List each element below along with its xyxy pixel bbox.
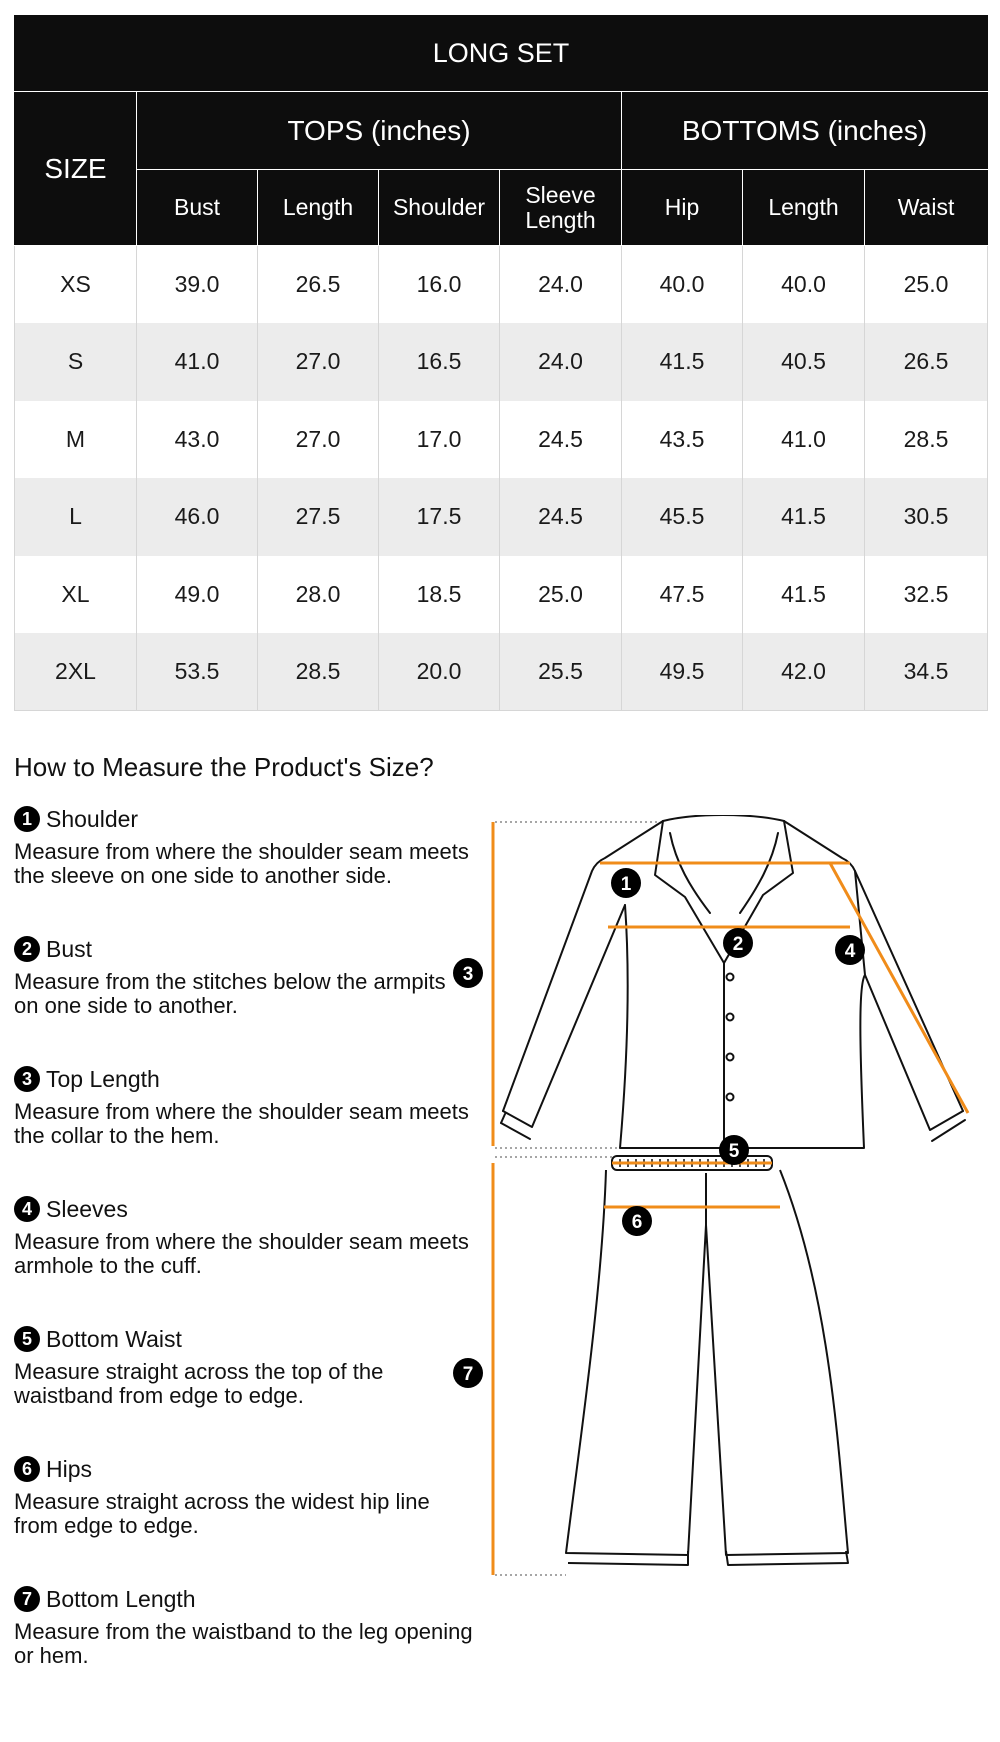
instruction-bottom-waist (14, 1325, 474, 1408)
measurement-cell: 16.5 (379, 323, 500, 401)
marker-2 (723, 928, 753, 958)
column-header: Bust (137, 170, 258, 246)
instruction-label: Bust (46, 935, 93, 962)
measurement-cell: 28.5 (258, 633, 379, 711)
measurement-cell: 18.5 (379, 556, 500, 634)
instruction-bottom-length (14, 1585, 474, 1668)
number-badge: 1 (14, 806, 40, 832)
measurement-cell: 25.0 (865, 246, 988, 324)
measurement-cell: 41.5 (743, 556, 865, 634)
table-row (15, 401, 988, 479)
instruction-top-length (14, 1065, 474, 1148)
table-row (15, 323, 988, 401)
measurement-cell: 25.5 (500, 633, 622, 711)
column-header: Length (743, 170, 865, 246)
marker-number: 3 (462, 964, 474, 985)
measurement-cell: 24.0 (500, 323, 622, 401)
measurement-cell: 40.0 (622, 246, 743, 324)
instruction-shoulder (14, 805, 474, 888)
column-header: Sleeve Length (500, 170, 622, 246)
measurement-cell: 43.0 (137, 401, 258, 479)
column-header: Hip (622, 170, 743, 246)
marker-number: 4 (844, 941, 856, 962)
measurement-cell: 40.0 (743, 246, 865, 324)
marker-number: 5 (728, 1141, 740, 1162)
marker-1 (611, 868, 641, 898)
instruction-label: Bottom Waist (46, 1325, 182, 1352)
tops-group-header: TOPS (inches) (137, 92, 622, 170)
instruction-bust (14, 935, 474, 1018)
size-cell: XL (15, 556, 137, 634)
measurement-cell: 42.0 (743, 633, 865, 711)
measurement-cell: 20.0 (379, 633, 500, 711)
marker-number: 1 (620, 874, 632, 895)
measurement-cell: 16.0 (379, 246, 500, 324)
measurement-cell: 26.5 (258, 246, 379, 324)
measurement-cell: 41.0 (137, 323, 258, 401)
bottoms-group-header: BOTTOMS (inches) (622, 92, 988, 170)
column-header: Length (258, 170, 379, 246)
instruction-description: Measure from where the shoulder seam meets the collar to the hem. (14, 1099, 469, 1148)
measurement-cell: 24.5 (500, 401, 622, 479)
table-row (15, 556, 988, 634)
instruction-description: Measure straight across the top of the waistband from edge to edge. (14, 1359, 384, 1408)
table-row (15, 246, 988, 324)
measurement-cell: 47.5 (622, 556, 743, 634)
measurement-cell: 17.0 (379, 401, 500, 479)
measurement-cell: 53.5 (137, 633, 258, 711)
instruction-label: Bottom Length (46, 1585, 196, 1612)
measurement-cell: 39.0 (137, 246, 258, 324)
measurement-cell: 45.5 (622, 478, 743, 556)
marker-4 (835, 935, 865, 965)
number-badge: 7 (14, 1586, 40, 1612)
measurement-cell: 40.5 (743, 323, 865, 401)
measurement-cell: 27.0 (258, 323, 379, 401)
measurement-cell: 27.0 (258, 401, 379, 479)
measurement-cell: 28.0 (258, 556, 379, 634)
measurement-cell: 41.5 (622, 323, 743, 401)
number-badge: 4 (14, 1196, 40, 1222)
instruction-description: Measure straight across the widest hip line from edge to edge. (14, 1489, 430, 1538)
size-chart-table (14, 15, 988, 711)
size-cell: L (15, 478, 137, 556)
number-badge: 6 (14, 1456, 40, 1482)
measurement-cell: 26.5 (865, 323, 988, 401)
measurement-cell: 43.5 (622, 401, 743, 479)
instruction-hips (14, 1455, 474, 1538)
size-cell: 2XL (15, 633, 137, 711)
how-to-measure-title: How to Measure the Product's Size? (14, 752, 434, 782)
instruction-description: Measure from where the shoulder seam meets armhole to the cuff. (14, 1229, 469, 1278)
instruction-label: Sleeves (46, 1195, 128, 1222)
measurement-cell: 27.5 (258, 478, 379, 556)
marker-number: 6 (631, 1212, 643, 1233)
measurement-cell: 24.0 (500, 246, 622, 324)
instruction-label: Top Length (46, 1065, 160, 1092)
instruction-description: Measure from the waistband to the leg opening or hem. (14, 1619, 473, 1668)
measurement-cell: 34.5 (865, 633, 988, 711)
measurement-cell: 49.5 (622, 633, 743, 711)
pants-illustration (566, 1156, 848, 1565)
marker-7-badge (450, 1355, 486, 1391)
marker-number: 7 (462, 1364, 474, 1385)
measurement-cell: 17.5 (379, 478, 500, 556)
marker-3-badge (450, 955, 486, 991)
instruction-label: Shoulder (46, 805, 139, 832)
table-row (15, 633, 988, 711)
measurement-cell: 41.5 (743, 478, 865, 556)
number-badge: 5 (14, 1326, 40, 1352)
measurement-cell: 24.5 (500, 478, 622, 556)
marker-6 (622, 1206, 652, 1236)
marker-number: 2 (732, 934, 744, 955)
instruction-label: Hips (46, 1455, 93, 1482)
column-header: Waist (865, 170, 988, 246)
instruction-description: Measure from where the shoulder seam meets the sleeve on one side to another side. (14, 839, 469, 888)
measurement-cell: 25.0 (500, 556, 622, 634)
size-column-header: SIZE (15, 92, 137, 246)
column-header: Shoulder (379, 170, 500, 246)
number-badge: 3 (14, 1066, 40, 1092)
size-cell: XS (15, 246, 137, 324)
measurement-cell: 32.5 (865, 556, 988, 634)
measurement-cell: 49.0 (137, 556, 258, 634)
table-title: LONG SET (15, 16, 988, 92)
instruction-sleeves (14, 1195, 474, 1278)
measurement-cell: 30.5 (865, 478, 988, 556)
instruction-description: Measure from the stitches below the armpits on one side to another. (14, 969, 446, 1018)
size-cell: S (15, 323, 137, 401)
size-table-body (15, 246, 988, 711)
measurement-cell: 46.0 (137, 478, 258, 556)
table-row (15, 478, 988, 556)
measurement-cell: 28.5 (865, 401, 988, 479)
size-cell: M (15, 401, 137, 479)
marker-5 (719, 1135, 749, 1165)
number-badge: 2 (14, 936, 40, 962)
pajama-measurement-diagram (490, 815, 990, 1695)
measurement-cell: 41.0 (743, 401, 865, 479)
